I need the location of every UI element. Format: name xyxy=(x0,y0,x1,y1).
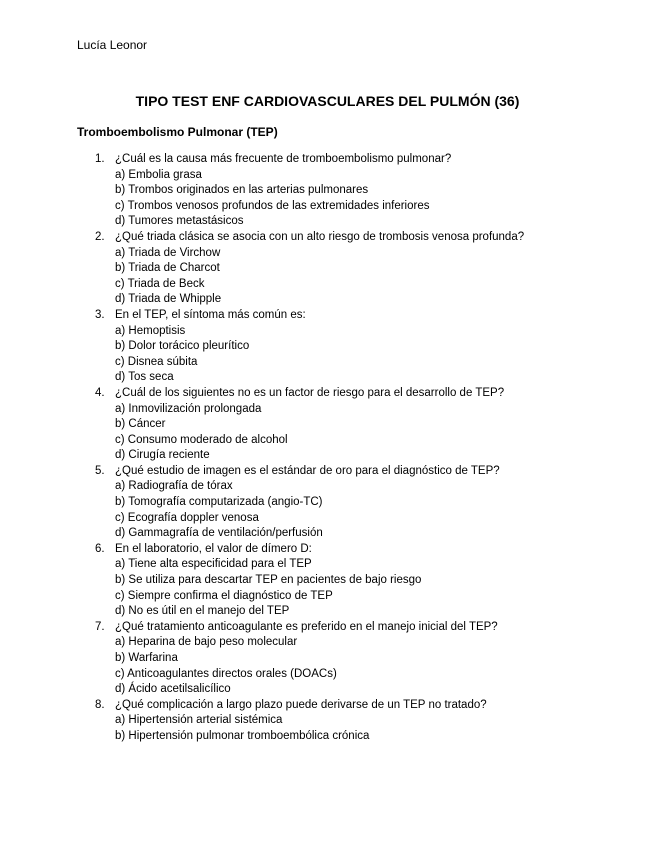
question-1 xyxy=(77,152,617,230)
answer-option-a: a) Hipertensión arterial sistémica xyxy=(115,714,283,727)
answer-option-b: b) Warfarina xyxy=(115,652,178,664)
answer-option-a: a) Triada de Virchow xyxy=(115,246,221,259)
question-text: En el TEP, el síntoma más común es: xyxy=(115,308,306,321)
question-5 xyxy=(77,464,617,542)
answer-options xyxy=(77,713,617,744)
question-text: ¿Cuál es la causa más frecuente de tromboembolismo pulmonar? xyxy=(115,153,452,165)
question-text: ¿Qué triada clásica se asocia con un alto riesgo de trombosis venosa profunda? xyxy=(115,230,525,243)
question-number: 8. xyxy=(95,698,105,711)
question-text: ¿Qué tratamiento anticoagulante es preferido en el manejo inicial del TEP? xyxy=(115,620,498,633)
question-number: 3. xyxy=(95,308,105,321)
question-number: 4. xyxy=(95,386,105,399)
answer-option-c: c) Ecografía doppler venosa xyxy=(115,511,259,524)
question-number: 7. xyxy=(95,620,105,633)
question-7 xyxy=(77,620,617,698)
answer-option-a: a) Inmovilización prolongada xyxy=(115,402,262,415)
answer-options xyxy=(77,168,617,230)
question-number: 1. xyxy=(95,153,105,165)
answer-option-b: b) Dolor torácico pleurítico xyxy=(115,340,250,353)
question-2 xyxy=(77,230,617,308)
answer-option-b: b) Triada de Charcot xyxy=(115,262,220,275)
answer-options xyxy=(77,557,617,619)
question-list xyxy=(77,152,617,745)
answer-option-c: c) Trombos venosos profundos de las extremidades inferiores xyxy=(115,199,430,212)
question-3 xyxy=(77,308,617,386)
answer-option-d: d) Gammagrafía de ventilación/perfusión xyxy=(115,527,323,540)
question-text: ¿Qué estudio de imagen es el estándar de oro para el diagnóstico de TEP? xyxy=(115,464,500,477)
answer-option-d: d) Cirugía reciente xyxy=(115,449,210,462)
answer-option-d: d) Tumores metastásicos xyxy=(115,215,244,228)
question-text: ¿Cuál de los siguientes no es un factor de riesgo para el desarrollo de TEP? xyxy=(115,386,505,399)
answer-options xyxy=(77,246,617,308)
answer-option-c: c) Siempre confirma el diagnóstico de TEP xyxy=(115,589,333,602)
answer-option-a: a) Radiografía de tórax xyxy=(115,480,233,493)
answer-option-c: c) Consumo moderado de alcohol xyxy=(115,433,288,446)
answer-option-a: a) Heparina de bajo peso molecular xyxy=(115,636,298,649)
question-number: 6. xyxy=(95,542,105,555)
question-8 xyxy=(77,698,617,745)
answer-option-b: b) Tomografía computarizada (angio-TC) xyxy=(115,496,323,509)
answer-option-a: a) Embolia grasa xyxy=(115,168,202,181)
answer-options xyxy=(77,479,617,541)
answer-option-b: b) Trombos originados en las arterias pulmonares xyxy=(115,184,369,197)
answer-option-d: d) No es útil en el manejo del TEP xyxy=(115,605,290,618)
answer-option-d: d) Tos seca xyxy=(115,371,174,384)
document-title: TIPO TEST ENF CARDIOVASCULARES DEL PULMÓN (36) xyxy=(135,93,520,109)
question-number: 2. xyxy=(95,230,105,243)
answer-option-c: c) Triada de Beck xyxy=(115,277,205,290)
answer-options xyxy=(77,635,617,697)
answer-option-c: c) Disnea súbita xyxy=(115,355,198,368)
answer-option-d: d) Triada de Whipple xyxy=(115,293,222,306)
answer-option-a: a) Hemoptisis xyxy=(115,324,186,337)
section-heading: Tromboembolismo Pulmonar (TEP) xyxy=(77,125,278,139)
answer-option-b: b) Hipertensión pulmonar tromboembólica crónica xyxy=(115,729,370,742)
answer-option-b: b) Se utiliza para descartar TEP en pacientes de bajo riesgo xyxy=(115,574,422,587)
question-text: En el laboratorio, el valor de dímero D: xyxy=(115,542,312,555)
author-name: Lucía Leonor xyxy=(77,38,148,52)
question-text: ¿Qué complicación a largo plazo puede derivarse de un TEP no tratado? xyxy=(115,698,487,711)
answer-option-b: b) Cáncer xyxy=(115,418,166,431)
question-4 xyxy=(77,386,617,464)
answer-option-d: d) Ácido acetilsalicílico xyxy=(115,683,231,696)
question-6 xyxy=(77,542,617,620)
answer-option-a: a) Tiene alta especificidad para el TEP xyxy=(115,558,312,571)
answer-options xyxy=(77,402,617,464)
answer-options xyxy=(77,324,617,386)
answer-option-c: c) Anticoagulantes directos orales (DOACs) xyxy=(115,667,337,680)
question-number: 5. xyxy=(95,464,105,477)
